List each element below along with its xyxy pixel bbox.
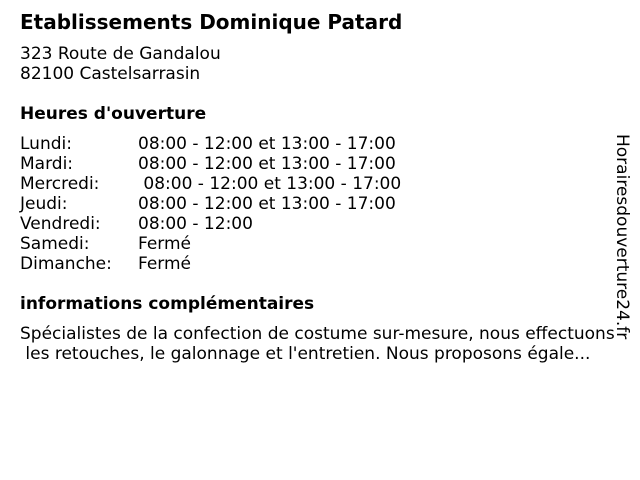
- business-address: [20, 44, 221, 84]
- day-hours: 08:00 - 12:00 et 13:00 - 17:00: [138, 134, 396, 154]
- day-hours: 08:00 - 12:00 et 13:00 - 17:00: [138, 154, 396, 174]
- address-street: 323 Route de Gandalou: [20, 44, 221, 64]
- day-hours: Fermé: [138, 234, 192, 254]
- day-hours: 08:00 - 12:00 et 13:00 - 17:00: [138, 174, 402, 194]
- day-label: Mercredi:: [20, 174, 100, 194]
- additional-info-heading: informations complémentaires: [20, 294, 315, 314]
- day-label: Dimanche:: [20, 254, 112, 274]
- day-hours: 08:00 - 12:00: [138, 214, 253, 234]
- day-label: Lundi:: [20, 134, 72, 154]
- opening-hours-heading: Heures d'ouverture: [20, 104, 207, 124]
- day-label: Mardi:: [20, 154, 74, 174]
- day-label: Samedi:: [20, 234, 90, 254]
- business-name: Etablissements Dominique Patard: [20, 10, 403, 34]
- description-line-2: les retouches, le galonnage et l'entretien. Nous proposons égale...: [20, 344, 591, 364]
- site-watermark: Horairesdouverture24.fr: [612, 134, 632, 340]
- address-city: 82100 Castelsarrasin: [20, 64, 201, 84]
- day-label: Jeudi:: [20, 194, 68, 214]
- description-line-1: Spécialistes de la confection de costume sur-mesure, nous effectuons: [20, 324, 615, 344]
- day-label: Vendredi:: [20, 214, 101, 234]
- day-hours: Fermé: [138, 254, 192, 274]
- additional-info-text: [20, 324, 625, 364]
- day-hours: 08:00 - 12:00 et 13:00 - 17:00: [138, 194, 396, 214]
